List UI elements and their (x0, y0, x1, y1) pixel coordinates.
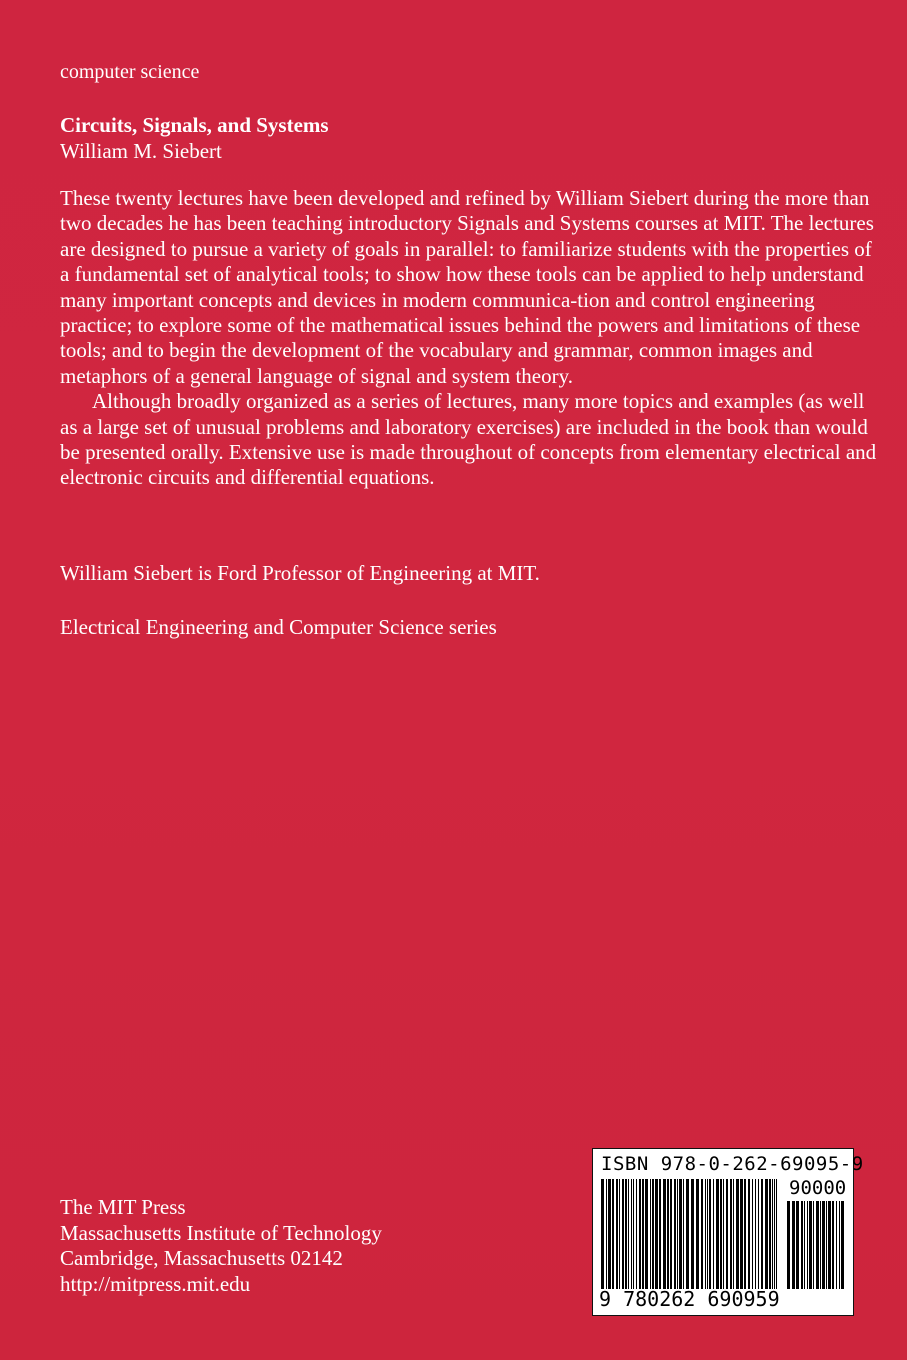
isbn-text: ISBN 978-0-262-69095-9 (601, 1153, 864, 1175)
book-title: Circuits, Signals, and Systems (60, 113, 329, 137)
barcode-ean-digits: 9 780262 690959 (599, 1287, 780, 1311)
book-author: William M. Siebert (60, 139, 222, 163)
description (60, 186, 880, 491)
barcode (592, 1148, 864, 1316)
publisher-block (60, 1195, 382, 1297)
category-label: computer science (60, 61, 200, 83)
publisher-address: Cambridge, Massachusetts 02142 (60, 1246, 343, 1270)
publisher-institution: Massachusetts Institute of Technology (60, 1220, 382, 1245)
publisher-name: The MIT Press (60, 1195, 186, 1219)
series-name: Electrical Engineering and Computer Science series (60, 615, 497, 639)
description-paragraph-1: These twenty lectures have been developed and refined by William Siebert during the more than two decades he has been teaching introductory Signals and Systems courses at MIT. The lectures are designed to pursue a variety of goals in parallel: to familiarize students with the properties of a fundamental set of analytical tools; to show how these tools can be applied to help understand many important concepts and devices in modern communica-tion and control engineering practice; to explore some of the mathematical issues behind the powers and limitations of these tools; and to begin the development of the vocabulary and grammar, common images and metaphors of a general language of signal and system theory. (60, 186, 874, 388)
description-paragraph-2: Although broadly organized as a series of lectures, many more topics and examples (as well as a large set of unusual problems and laboratory exercises) are included in the book than would be presented orally. Extensive use is made throughout of concepts from elementary electrical and electronic circuits and differential equations. (60, 389, 877, 490)
barcode-addon-bars-icon (787, 1201, 845, 1289)
author-bio: William Siebert is Ford Professor of Engineering at MIT. (60, 561, 540, 585)
barcode-bars-icon (601, 1179, 777, 1289)
barcode-addon-digits: 90000 (789, 1177, 847, 1199)
publisher-url: http://mitpress.mit.edu (60, 1271, 251, 1296)
